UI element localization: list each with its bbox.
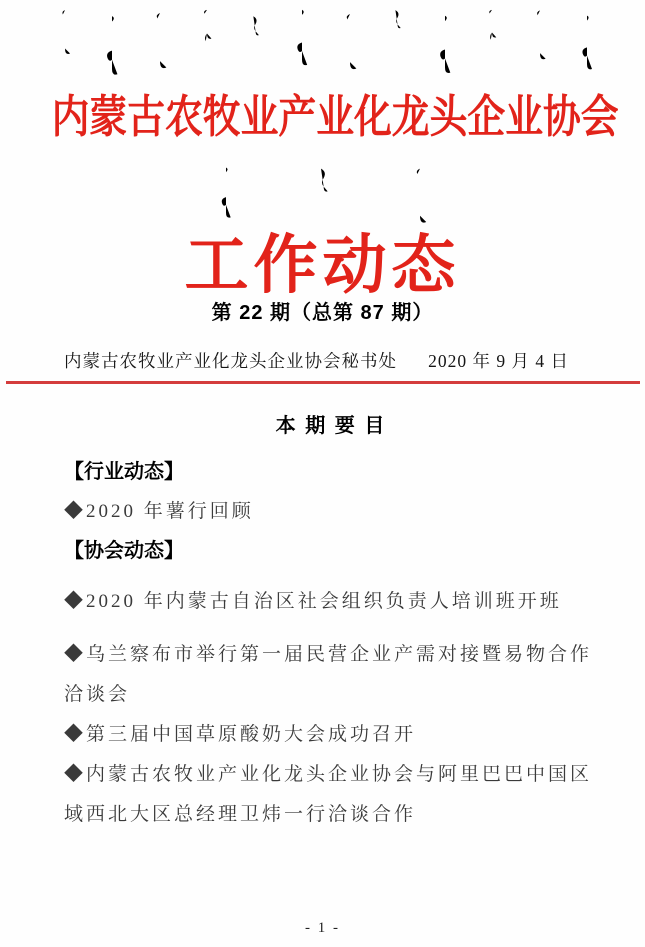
section-label-association: 【协会动态】	[64, 540, 184, 562]
contents-heading: 本 期 要 目	[275, 415, 387, 437]
toc-item: ◆内蒙古农牧业产业化龙头企业协会与阿里巴巴中国区域西北大区总经理卫炜一行洽谈合作	[64, 764, 593, 825]
issue-date: 2020 年 9 月 4 日	[428, 351, 569, 371]
page-number: - 1 -	[305, 920, 340, 936]
mongolian-word-icon	[245, 14, 265, 54]
toc-item: ◆2020 年内蒙古自治区社会组织负责人培训班开班	[64, 591, 562, 612]
mongolian-word-icon	[577, 14, 597, 74]
mongolian-word-icon	[197, 8, 217, 54]
mongolian-word-icon	[530, 8, 550, 66]
toc-item: ◆乌兰察布市举行第一届民营企业产需对接暨易物合作洽谈会	[64, 644, 593, 705]
mongolian-word-icon	[387, 8, 407, 46]
toc-item: ◆2020 年薯行回顾	[64, 501, 254, 522]
byline	[64, 348, 569, 373]
org-title: 内蒙古农牧业产业化龙头企业协会	[51, 92, 619, 142]
toc-item: ◆第三届中国草原酸奶大会成功召开	[64, 724, 417, 745]
mongolian-word-icon	[435, 14, 455, 78]
section-label-industry: 【行业动态】	[64, 461, 184, 483]
mongolian-script-top-row	[55, 8, 597, 82]
mongolian-word-icon	[102, 14, 122, 80]
mongolian-word-icon	[314, 166, 332, 196]
issue-number: 第 22 期（总第 87 期）	[211, 302, 434, 324]
secretariat-label: 内蒙古农牧业产业化龙头企业协会秘书处	[64, 351, 397, 371]
contents	[64, 412, 598, 835]
mongolian-word-icon	[482, 8, 502, 52]
red-divider-rule	[6, 381, 640, 384]
mongolian-word-icon	[340, 8, 360, 80]
mongolian-word-icon	[150, 8, 170, 78]
mongolian-word-icon	[292, 8, 312, 70]
mongolian-word-icon	[55, 8, 75, 60]
bulletin-title: 工作动态	[184, 230, 461, 301]
